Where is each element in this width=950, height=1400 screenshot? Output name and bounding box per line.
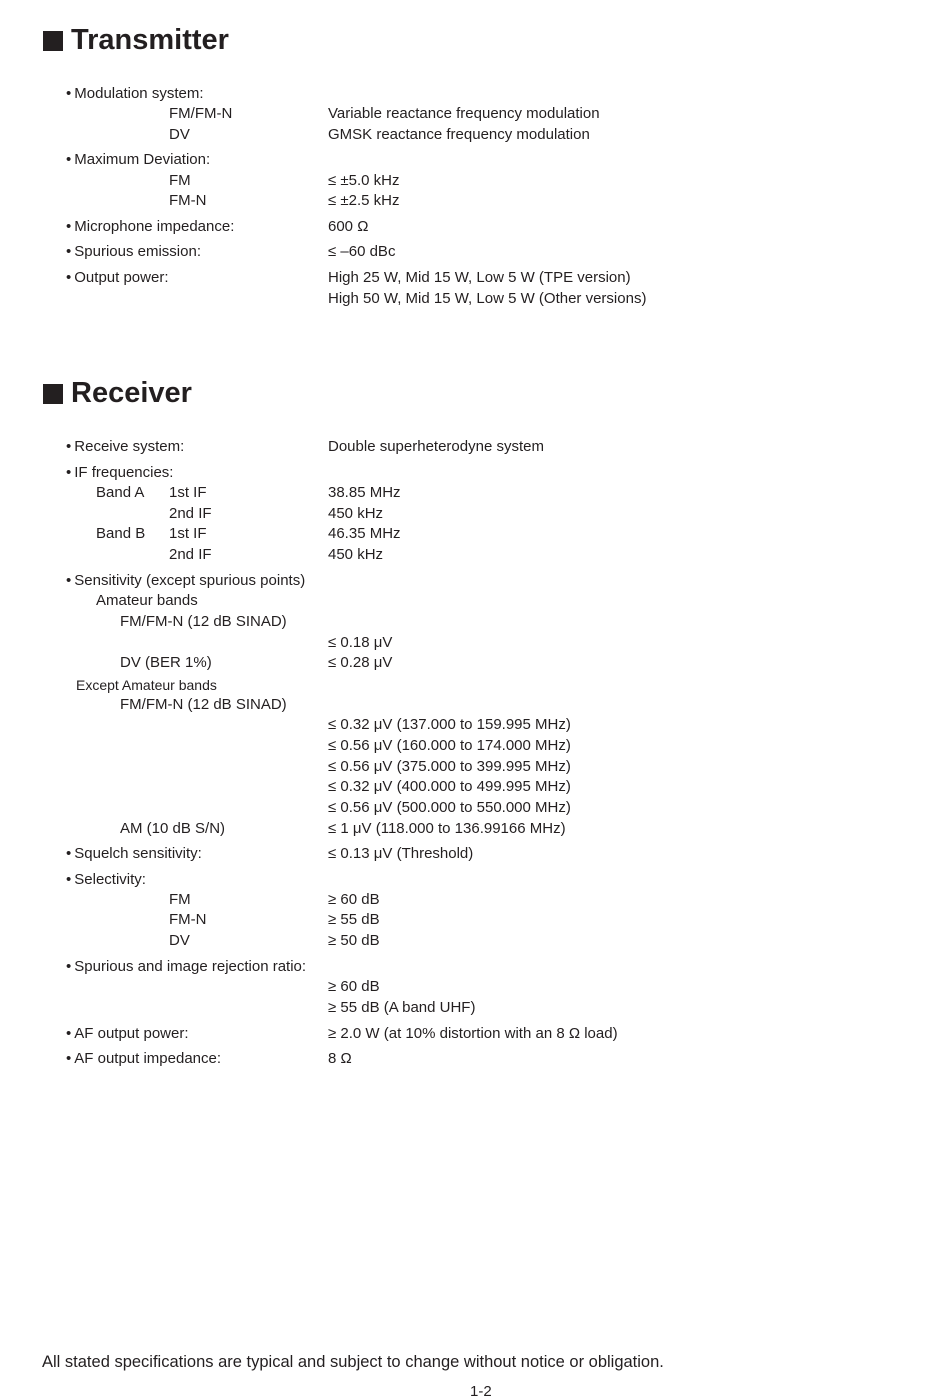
amateur-bands-label: Amateur bands: [96, 592, 198, 609]
specifications-disclaimer: All stated specifications are typical and subject to change without notice or obligation.: [42, 1353, 664, 1371]
receiver-title: Receiver: [71, 377, 192, 409]
mod-dv-label: DV: [169, 126, 190, 143]
amateur-fm-value: ≤ 0.18 μV: [328, 634, 393, 651]
except-value-3: ≤ 0.56 μV (375.000 to 399.995 MHz): [328, 758, 571, 775]
am-value: ≤ 1 μV (118.000 to 136.99166 MHz): [328, 820, 566, 837]
dev-fm-value: ≤ ±5.0 kHz: [328, 172, 400, 189]
amateur-dv-value: ≤ 0.28 μV: [328, 654, 393, 671]
except-value-2: ≤ 0.56 μV (160.000 to 174.000 MHz): [328, 737, 571, 754]
amateur-dv-label: DV (BER 1%): [120, 654, 212, 671]
except-amateur-label: Except Amateur bands: [76, 677, 217, 693]
af-impedance-value: 8 Ω: [328, 1050, 352, 1067]
band-b-if2-label: 2nd IF: [169, 546, 212, 563]
band-a-if1-label: 1st IF: [169, 484, 207, 501]
except-value-1: ≤ 0.32 μV (137.000 to 159.995 MHz): [328, 716, 571, 733]
af-power-value: ≥ 2.0 W (at 10% distortion with an 8 Ω load): [328, 1025, 618, 1042]
modulation-label: • Modulation system:: [66, 85, 204, 103]
sensitivity-label: • Sensitivity (except spurious points): [66, 572, 305, 590]
page-number: 1-2: [470, 1383, 492, 1400]
rejection-value-1: ≥ 60 dB: [328, 978, 380, 995]
square-bullet-icon: [43, 384, 63, 404]
band-a-if2-value: 450 kHz: [328, 505, 384, 522]
squelch-label: • Squelch sensitivity:: [66, 845, 202, 863]
spurious-label: • Spurious emission:: [66, 243, 201, 261]
dev-fmn-label: FM-N: [169, 192, 207, 209]
amateur-fm-label: FM/FM-N (12 dB SINAD): [120, 613, 287, 630]
band-a-if2-label: 2nd IF: [169, 505, 212, 522]
band-a-label: Band A: [96, 484, 145, 501]
selectivity-label: • Selectivity:: [66, 871, 146, 889]
power-value-tpe: High 25 W, Mid 15 W, Low 5 W (TPE version): [328, 269, 631, 286]
dev-fm-label: FM: [169, 172, 191, 189]
band-b-label: Band B: [96, 525, 146, 542]
mic-value: 600 Ω: [328, 218, 369, 235]
rejection-value-2: ≥ 55 dB (A band UHF): [328, 999, 476, 1016]
except-fm-label: FM/FM-N (12 dB SINAD): [120, 696, 287, 713]
mod-dv-value: GMSK reactance frequency modulation: [328, 126, 590, 143]
am-label: AM (10 dB S/N): [120, 820, 226, 837]
band-a-if1-value: 38.85 MHz: [328, 484, 401, 501]
power-value-other: High 50 W, Mid 15 W, Low 5 W (Other versions): [328, 290, 647, 307]
receiver-heading: [43, 377, 192, 410]
transmitter-heading: [43, 24, 229, 57]
receive-system-label: • Receive system:: [66, 438, 184, 456]
if-frequencies-label: • IF frequencies:: [66, 464, 173, 482]
receive-system-value: Double superheterodyne system: [328, 438, 544, 455]
band-b-if1-value: 46.35 MHz: [328, 525, 401, 542]
deviation-label: • Maximum Deviation:: [66, 151, 210, 169]
spurious-value: ≤ –60 dBc: [328, 243, 396, 260]
sel-fm-label: FM: [169, 891, 191, 908]
af-power-label: • AF output power:: [66, 1025, 189, 1043]
af-impedance-label: • AF output impedance:: [66, 1050, 221, 1068]
band-b-if2-value: 450 kHz: [328, 546, 384, 563]
dev-fmn-value: ≤ ±2.5 kHz: [328, 192, 400, 209]
sel-dv-value: ≥ 50 dB: [328, 932, 380, 949]
power-label: • Output power:: [66, 269, 168, 287]
except-value-5: ≤ 0.56 μV (500.000 to 550.000 MHz): [328, 799, 571, 816]
sel-fmn-value: ≥ 55 dB: [328, 911, 380, 928]
mic-label: • Microphone impedance:: [66, 218, 234, 236]
except-value-4: ≤ 0.32 μV (400.000 to 499.995 MHz): [328, 778, 571, 795]
squelch-value: ≤ 0.13 μV (Threshold): [328, 845, 474, 862]
mod-fm-label: FM/FM-N: [169, 105, 233, 122]
sel-fmn-label: FM-N: [169, 911, 207, 928]
mod-fm-value: Variable reactance frequency modulation: [328, 105, 600, 122]
sel-fm-value: ≥ 60 dB: [328, 891, 380, 908]
band-b-if1-label: 1st IF: [169, 525, 207, 542]
sel-dv-label: DV: [169, 932, 190, 949]
rejection-label: • Spurious and image rejection ratio:: [66, 958, 306, 976]
square-bullet-icon: [43, 31, 63, 51]
transmitter-title: Transmitter: [71, 24, 229, 56]
